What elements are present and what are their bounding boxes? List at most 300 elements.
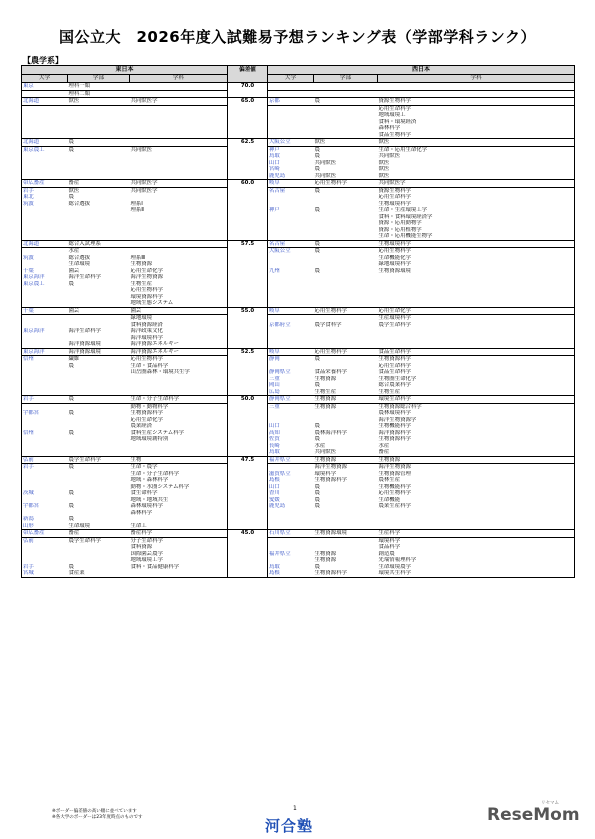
west-dept-cell: 総合農業科学	[378, 382, 575, 389]
deviation-cell: 52.5	[228, 348, 268, 396]
west-univ-header: 大学	[268, 75, 314, 83]
west-dept-cell: 生物機能科学	[378, 484, 575, 491]
west-dept-cell: 生物圏生命化学	[378, 376, 575, 383]
footer-notes	[52, 809, 143, 821]
east-univ-cell: 北海道	[22, 139, 68, 147]
west-dept-cell: 森林科学	[378, 125, 575, 132]
table-row	[22, 132, 575, 139]
east-faculty-cell: 海洋資源環境	[68, 341, 101, 347]
west-univ-cell: 岡山	[269, 382, 280, 388]
west-faculty-cell	[314, 83, 378, 91]
west-univ-cell	[268, 132, 314, 139]
east-faculty-cell: 農	[68, 396, 130, 404]
table-row	[22, 456, 575, 464]
east-univ-cell: 東京農工	[22, 281, 68, 288]
east-univ-cell: 山形	[22, 523, 68, 530]
west-faculty-cell: 農	[314, 248, 320, 254]
west-faculty-cell	[314, 105, 378, 112]
west-univ-cell: 京都	[268, 98, 314, 106]
east-dept-cell: 地域環境工学	[130, 557, 228, 564]
west-dept-cell: 獣医	[378, 160, 575, 167]
west-faculty-cell	[314, 233, 378, 240]
east-faculty-cell: 農	[68, 280, 74, 287]
west-univ-cell: 鹿児島	[269, 172, 286, 179]
west-dept-cell: 生物資源	[378, 456, 575, 464]
east-dept-cell: 海洋環境科学	[130, 335, 228, 342]
east-dept-cell: 森林環境科学	[130, 503, 228, 510]
west-faculty-header: 学部	[314, 75, 378, 83]
east-univ-cell: 信州	[22, 430, 68, 437]
west-dept-cell: 生命・応用機能生物学	[378, 233, 575, 240]
west-faculty-cell: 共同獣医	[314, 172, 337, 179]
west-dept-cell: 応用生命化学	[378, 307, 575, 315]
west-univ-cell	[268, 341, 314, 348]
west-faculty-cell: 海洋生物資源	[314, 464, 347, 470]
east-faculty-cell: 理科一類	[68, 83, 130, 91]
east-univ-cell: 筑波	[22, 201, 68, 208]
east-dept-cell: 地域生態システム	[130, 300, 228, 307]
west-dept-cell: 応用生物科学	[378, 490, 575, 497]
west-univ-cell: 岐阜	[268, 307, 314, 315]
west-faculty-cell: 食品栄養科学	[314, 369, 347, 375]
west-univ-cell: 島根	[269, 477, 280, 483]
west-univ-cell: 鳥取	[269, 563, 280, 570]
west-faculty-cell: 生物資源	[314, 550, 337, 557]
west-univ-cell: 宮崎	[269, 166, 280, 172]
west-univ-cell	[268, 83, 314, 91]
table-row	[22, 300, 575, 307]
west-dept-cell: 水産	[378, 443, 575, 450]
table-row	[22, 233, 575, 240]
east-faculty-cell: 生命環境	[68, 261, 91, 267]
east-faculty-cell: 農	[68, 139, 130, 147]
east-univ-cell	[22, 132, 68, 139]
section-label: 【農学系】	[23, 56, 63, 65]
table-row	[22, 146, 575, 153]
west-univ-cell: 広島	[269, 388, 280, 395]
west-dept-cell: 生物資源総合科学	[378, 403, 575, 410]
table-row	[22, 98, 575, 106]
east-faculty-cell	[68, 403, 130, 410]
east-univ-cell: 新潟	[22, 516, 68, 523]
east-dept-cell: 食料資源経済	[130, 322, 228, 329]
west-univ-cell: 三重	[269, 375, 280, 382]
west-dept-cell: 食料・食料環境経済学	[378, 214, 575, 221]
east-dept-cell: 海洋資源エネルギー	[130, 341, 228, 348]
table-row	[22, 180, 575, 188]
west-dept-cell	[378, 523, 575, 530]
east-dept-cell	[130, 105, 228, 112]
east-dept-cell: 地域・森林科学	[130, 477, 228, 484]
west-univ-cell	[268, 233, 314, 240]
east-dept-cell	[130, 570, 228, 577]
west-dept-cell: 食品科学	[378, 544, 575, 551]
east-univ-cell: 岩手	[22, 464, 68, 471]
west-faculty-cell	[314, 90, 378, 98]
west-faculty-cell	[314, 315, 378, 322]
deviation-cell: 45.0	[228, 530, 268, 578]
east-univ-cell	[22, 389, 68, 396]
table-row	[22, 537, 575, 544]
resemom-watermark: ReseMom	[487, 805, 580, 825]
east-dept-cell: 生物資源	[130, 261, 228, 268]
west-faculty-cell: 農	[314, 98, 378, 106]
east-header: 東日本	[22, 66, 228, 75]
east-dept-cell	[130, 173, 228, 180]
west-dept-cell: 資源生物科学	[378, 187, 575, 194]
page-number: 1	[293, 805, 297, 812]
west-univ-cell: 静岡	[269, 356, 280, 362]
west-faculty-cell: 農	[314, 483, 320, 490]
west-faculty-cell: 農	[314, 436, 320, 442]
east-univ-cell: 筑波	[22, 255, 68, 262]
east-faculty-cell: 繊維	[68, 356, 80, 362]
east-dept-cell	[130, 90, 228, 98]
east-faculty-cell: 農	[68, 429, 74, 436]
west-dept-cell: 資源生物科学	[378, 98, 575, 106]
west-univ-cell	[268, 523, 314, 530]
west-faculty-cell: 水産	[314, 442, 326, 449]
watermark-kana: リセマム	[541, 801, 559, 806]
west-dept-cell: 生命機能化学	[378, 255, 575, 262]
east-dept-cell: 共同獣医	[130, 146, 228, 153]
kawaijuku-logo: 河合塾	[265, 817, 314, 835]
east-dept-cell	[130, 83, 228, 91]
table-row	[22, 348, 575, 356]
west-dept-cell: 生命・生産環境工学	[378, 207, 575, 214]
east-dept-cell	[130, 139, 228, 147]
east-univ-cell: 弘前	[22, 456, 68, 464]
west-dept-cell: 海洋資源科学	[378, 430, 575, 437]
east-dept-cell: 応用生物科学	[130, 356, 228, 363]
west-faculty-cell: 農	[314, 153, 320, 159]
east-univ-cell	[22, 449, 68, 456]
east-dept-cell: 地域・地域共生	[130, 497, 228, 504]
east-univ-cell	[22, 248, 68, 255]
east-faculty-cell: 農学生命科学	[68, 537, 101, 544]
west-faculty-cell	[314, 537, 378, 544]
east-faculty-cell: 農	[68, 563, 74, 570]
table-row	[22, 173, 575, 180]
east-dept-cell: 海洋生物資源	[130, 274, 228, 281]
west-faculty-cell: 生物資源	[314, 375, 337, 382]
west-dept-cell: 生産科学	[378, 530, 575, 538]
footer-note-2: ※各大学のボーダーは23年度時点のものです	[52, 815, 143, 820]
west-dept-cell: 資源・応用植物学	[378, 227, 575, 234]
page-title: 国公立大 2026年度入試難易予想ランキング表（学部学科ランク）	[58, 28, 536, 46]
east-faculty-cell: 理科二類	[68, 90, 91, 97]
footer-note-1: ※ボーダー偏差値の高い順に並べています	[52, 809, 137, 814]
west-univ-cell: 高知	[269, 429, 280, 436]
east-univ-cell: 帯広畜産	[22, 530, 68, 538]
west-faculty-cell: 生物資源	[314, 403, 337, 410]
west-faculty-cell	[314, 132, 378, 139]
west-univ-cell: 静岡県立	[268, 396, 314, 404]
east-dept-cell: 海洋政策文化	[130, 328, 228, 335]
table-row	[22, 83, 575, 91]
east-dept-cell: 分子生命科学	[130, 537, 228, 544]
table-row	[22, 464, 575, 471]
west-faculty-cell: 生物資源	[314, 396, 378, 404]
west-faculty-cell: 農	[314, 240, 378, 248]
east-univ-header: 大学	[22, 75, 68, 83]
east-faculty-cell	[68, 449, 130, 456]
east-dept-cell: 理系Ⅲ	[130, 255, 228, 262]
west-univ-cell: 滋賀県立	[269, 470, 291, 477]
east-univ-cell: 東京	[22, 83, 68, 91]
east-dept-cell: 動物・動物科学	[130, 403, 228, 410]
west-faculty-cell: 環境科学	[314, 470, 337, 477]
west-faculty-cell: 応用生物科学	[314, 348, 378, 356]
west-dept-cell: 応用生命科学	[378, 363, 575, 370]
west-univ-cell: 山口	[269, 423, 280, 429]
east-univ-cell: 千葉	[22, 268, 68, 275]
west-univ-cell: 大阪公立	[269, 248, 291, 254]
west-faculty-cell: 生物資源環境	[314, 530, 378, 538]
west-univ-cell: 名古屋	[268, 240, 314, 248]
table-row	[22, 389, 575, 396]
east-univ-cell: 帯広畜産	[22, 180, 68, 188]
table-row	[22, 356, 575, 363]
west-univ-cell: 鳥取	[269, 449, 280, 455]
east-dept-cell: 森林科学	[130, 510, 228, 517]
west-faculty-cell: 農	[314, 382, 320, 388]
east-dept-cell	[130, 389, 228, 396]
west-univ-cell: 佐賀	[269, 436, 280, 442]
west-faculty-cell: 農	[314, 423, 320, 429]
east-faculty-cell: 海洋資源環境	[68, 348, 130, 356]
west-univ-cell: 長崎	[269, 442, 280, 449]
east-faculty-cell: 農学生命科学	[68, 456, 130, 464]
east-dept-cell: 応用生命化学	[130, 417, 228, 424]
west-faculty-cell: 農林海洋科学	[314, 429, 347, 436]
west-faculty-cell: 農学食科学	[314, 321, 342, 328]
west-dept-cell: 農業生産科学	[378, 503, 575, 510]
west-univ-cell: 福井県立	[269, 550, 291, 557]
east-dept-cell: 食料・食品健康科学	[130, 564, 228, 571]
west-univ-cell: 神戸	[269, 207, 280, 213]
east-faculty-cell: 獣医	[68, 187, 80, 194]
east-dept-cell: 生物	[130, 456, 228, 464]
ranking-table	[21, 65, 575, 578]
table-row	[22, 248, 575, 255]
east-dept-cell	[130, 233, 228, 240]
east-faculty-cell: 農	[68, 362, 74, 369]
east-dept-cell	[130, 449, 228, 456]
east-faculty-cell: 畜産	[68, 530, 130, 538]
east-faculty-cell: 食産業	[68, 570, 130, 577]
east-dept-cell: 地域環境創特別	[130, 436, 228, 443]
west-univ-cell	[268, 464, 314, 471]
east-dept-cell: 食料資源	[130, 544, 228, 551]
east-univ-cell	[22, 315, 68, 322]
east-dept-cell: 畜産科学	[130, 530, 228, 538]
east-faculty-cell	[68, 132, 130, 139]
west-dept-cell: 生命環境農学	[378, 564, 575, 571]
west-univ-cell: 京都府立	[269, 321, 291, 328]
east-faculty-cell	[68, 233, 130, 240]
west-univ-cell: 名古屋	[269, 187, 286, 194]
east-faculty-cell: 総合選抜	[68, 254, 91, 261]
table-row	[22, 403, 575, 410]
west-dept-cell: 食料・環境経済	[378, 119, 575, 126]
east-faculty-cell: 農	[68, 194, 74, 200]
east-dept-cell	[130, 248, 228, 255]
west-dept-cell: 海洋生物資源	[378, 464, 575, 471]
deviation-cell: 62.5	[228, 139, 268, 180]
ranking-body	[22, 83, 575, 578]
west-dept-header: 学科	[378, 75, 575, 83]
east-univ-cell: 宮城	[22, 570, 68, 577]
east-univ-cell	[22, 90, 68, 98]
table-row	[22, 315, 575, 322]
west-faculty-cell: 農	[314, 563, 320, 570]
west-dept-cell: 農林生産	[378, 477, 575, 484]
east-faculty-cell: 生命環境	[68, 522, 91, 529]
east-dept-cell: 食料生産システム科学	[130, 430, 228, 437]
west-univ-cell: 山口	[269, 483, 280, 490]
deviation-cell: 55.0	[228, 307, 268, 348]
east-univ-cell: 宇都宮	[22, 503, 68, 510]
east-univ-cell	[22, 233, 68, 240]
west-dept-cell: 環境共生科学	[378, 570, 575, 577]
west-faculty-cell: 共同獣医	[314, 159, 337, 166]
east-dept-cell	[130, 132, 228, 139]
east-univ-cell: 宇都宮	[22, 410, 68, 417]
west-dept-cell: 食品生物科学	[378, 132, 575, 139]
west-faculty-cell: 応用生物科学	[314, 307, 378, 315]
west-dept-cell: 先端情報理科学	[378, 557, 575, 564]
west-univ-cell	[268, 105, 314, 112]
west-univ-cell: 福井県立	[268, 456, 314, 464]
table-row	[22, 187, 575, 194]
west-dept-cell: 応用生物科学	[378, 248, 575, 255]
west-faculty-cell: 生物資源	[314, 557, 337, 563]
west-dept-cell: 地域環境工	[378, 112, 575, 119]
east-faculty-cell: 農	[68, 503, 74, 509]
east-univ-cell	[22, 403, 68, 410]
west-faculty-cell	[314, 341, 378, 348]
east-univ-cell: 北海道	[22, 240, 68, 248]
west-dept-cell: 資源・応用動物学	[378, 220, 575, 227]
east-faculty-cell: 農	[68, 490, 74, 496]
west-dept-cell: 環境生命科学	[378, 396, 575, 404]
east-univ-cell: 北海道	[22, 98, 68, 106]
east-dept-cell: 国際園芸農学	[130, 551, 228, 558]
table-row	[22, 307, 575, 315]
west-dept-cell: 食品生命科学	[378, 369, 575, 376]
east-dept-cell	[130, 240, 228, 248]
east-univ-cell	[22, 105, 68, 112]
west-univ-cell: 大阪公立	[268, 139, 314, 147]
table-row	[22, 240, 575, 248]
west-univ-cell	[268, 300, 314, 307]
west-dept-cell: 緑地環境科学	[378, 261, 575, 268]
east-faculty-header: 学部	[68, 75, 130, 83]
west-univ-cell: 九州	[269, 267, 280, 274]
west-univ-cell: 静岡県立	[269, 369, 291, 375]
west-faculty-cell: 生物生産	[314, 388, 337, 395]
west-dept-cell: 応用生命科学	[378, 194, 575, 201]
east-univ-cell	[22, 173, 68, 180]
west-faculty-cell: 生物資源	[314, 456, 378, 464]
east-dept-cell: 動物・水圏システム科学	[130, 484, 228, 491]
east-dept-cell: 食生命科学	[130, 490, 228, 497]
east-dept-cell: 生物生産	[130, 281, 228, 288]
west-faculty-cell: 農	[314, 356, 320, 362]
east-faculty-cell	[68, 300, 130, 307]
east-faculty-cell: 農	[68, 146, 74, 153]
west-dept-cell: 応用生命科学	[378, 105, 575, 112]
east-univ-cell: 東北	[22, 194, 68, 201]
west-dept-cell: 獣医	[378, 139, 575, 147]
west-dept-cell	[378, 341, 575, 348]
table-row	[22, 523, 575, 530]
west-faculty-cell: 生物資源科学	[314, 477, 347, 483]
west-dept-cell	[378, 83, 575, 91]
west-univ-cell	[268, 90, 314, 98]
east-univ-cell: 岩手	[22, 187, 68, 194]
deviation-header: 偏差値	[228, 66, 268, 83]
deviation-cell: 70.0	[228, 83, 268, 98]
east-dept-cell: 生命・分子生命科学	[130, 471, 228, 478]
west-faculty-cell: 農	[314, 187, 320, 194]
table-row	[22, 530, 575, 538]
west-faculty-cell: 農	[314, 146, 320, 153]
east-dept-cell: 応用生命化学	[130, 268, 228, 275]
east-dept-cell: 生命工	[130, 523, 228, 530]
east-faculty-cell: 農	[68, 464, 74, 470]
west-faculty-cell	[314, 300, 378, 307]
west-dept-cell: 農学生命科学	[378, 322, 575, 329]
east-dept-cell: 共同獣医学	[130, 98, 228, 106]
west-faculty-cell: 生物資源科学	[314, 570, 378, 577]
east-univ-cell: 東京農工	[22, 146, 68, 153]
west-faculty-cell	[314, 523, 378, 530]
west-dept-cell: 獣医	[378, 173, 575, 180]
west-univ-cell: 香川	[269, 490, 280, 496]
east-dept-cell: 生命・農学	[130, 464, 228, 471]
west-univ-cell: 鹿児島	[269, 503, 286, 509]
west-faculty-cell: 応用生物科学	[314, 180, 378, 188]
east-univ-cell: 弘前	[22, 537, 68, 544]
west-faculty-cell: 農	[314, 503, 320, 509]
west-dept-cell: 共同獣医	[378, 153, 575, 160]
west-faculty-cell: 農	[314, 207, 320, 213]
east-faculty-cell: 海洋生命科学	[68, 274, 101, 280]
west-dept-cell	[378, 300, 575, 307]
west-faculty-cell: 農	[314, 267, 320, 274]
east-dept-cell: 生物資源科学	[130, 410, 228, 417]
east-dept-cell: 理系Ⅱ	[130, 207, 228, 214]
east-univ-cell: 東京海洋	[22, 348, 68, 356]
east-faculty-cell: 園芸	[68, 307, 130, 315]
west-dept-cell: 生物資源管理	[378, 471, 575, 478]
east-dept-cell: 園芸	[130, 307, 228, 315]
east-dept-cell: 山岳圏森林・環境共生学	[130, 369, 228, 376]
deviation-cell: 50.0	[228, 396, 268, 457]
table-row	[22, 139, 575, 147]
west-univ-cell: 岐阜	[268, 180, 314, 188]
table-row	[22, 449, 575, 456]
west-dept-cell: 創造農	[378, 551, 575, 558]
west-univ-cell: 鳥取	[269, 153, 280, 159]
west-univ-cell: 三重	[269, 403, 280, 410]
east-dept-cell: 生命・食品科学	[130, 363, 228, 370]
east-faculty-cell	[68, 173, 130, 180]
west-dept-cell: 生物環境科学	[378, 201, 575, 208]
west-dept-cell: 生物環境科学	[378, 240, 575, 248]
